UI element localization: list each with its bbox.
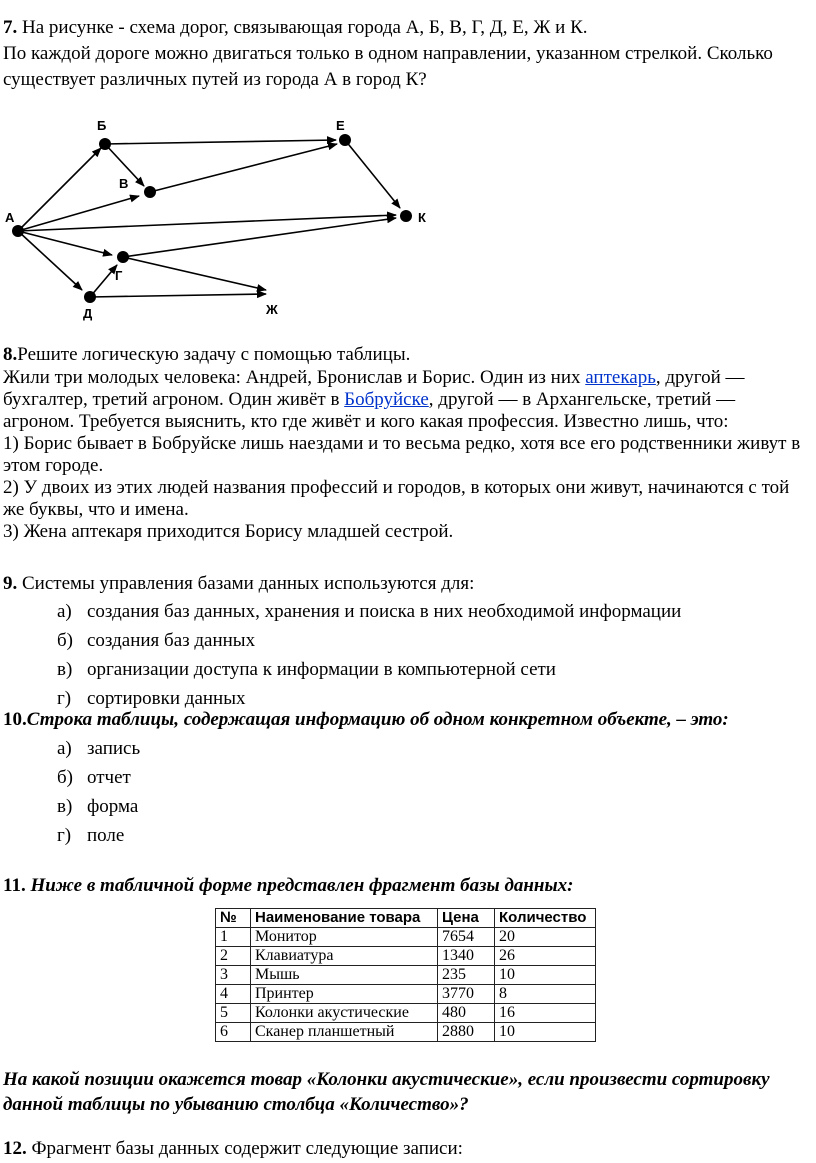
table-cell: 3770 [438,985,495,1004]
table-row [216,947,596,966]
edge-g-zh [123,257,266,290]
table-cell: 1 [216,928,251,947]
table-cell: Сканер планшетный [251,1023,438,1042]
q12-text: Фрагмент базы данных содержит следующие записи: [26,1138,463,1159]
q8-title-line [3,344,410,366]
q10-text-line [3,709,729,731]
edge-a-k [18,215,396,231]
table-cell: 20 [495,928,596,947]
q9-number: 9. [3,573,18,594]
q7-number: 7. [3,17,18,38]
q8-line7: же буквы, что и имена. [3,499,189,520]
edge-b-e [105,140,336,144]
q10-option-letter: а) [57,738,72,759]
label-e: Е [336,118,345,133]
table-cell: 480 [438,1004,495,1023]
q8-l2b: , другой — в Архангельске, третий — [428,389,736,410]
table-cell: 7654 [438,928,495,947]
q10-number: 10. [3,709,27,730]
table-cell: 235 [438,966,495,985]
node-b [99,138,111,150]
edge-e-k [345,140,400,208]
table-row [216,966,596,985]
table-cell: Принтер [251,985,438,1004]
q9-option-text: организации доступа к информации в компьютерной сети [87,659,556,680]
table-cell: Клавиатура [251,947,438,966]
q9-option-b [57,630,255,652]
table-cell: 4 [216,985,251,1004]
q12-text-line [3,1138,463,1160]
table-header: Количество [495,909,596,928]
node-a [12,225,24,237]
q8-line5: этом городе. [3,455,104,476]
q8-line1 [3,367,745,389]
table-row [216,1023,596,1042]
label-a: А [5,210,15,225]
q8-title: Решите логическую задачу с помощью таблицы. [17,344,411,365]
table-header: Наименование товара [251,909,438,928]
label-k: К [418,210,426,225]
q8-line3: агроном. Требуется выяснить, кто где живёт и кого какая профессия. Известно лишь, что: [3,411,729,432]
q7-text-line3: существует различных путей из города А в город К? [3,69,427,90]
q8-line2 [3,389,735,411]
q10-option-v [57,796,138,818]
q9-option-v [57,659,556,681]
q10-option-letter: в) [57,796,73,817]
database-table [215,908,596,1042]
table-cell: 5 [216,1004,251,1023]
edge-g-k [123,218,396,257]
label-g: Г [115,268,123,283]
link-bobruisk[interactable]: Бобруйске [344,389,429,410]
table-cell: Колонки акустические [251,1004,438,1023]
edge-d-zh [90,294,266,297]
node-k [400,210,412,222]
table-cell: 1340 [438,947,495,966]
q12-number: 12. [3,1138,27,1159]
table-header: № [216,909,251,928]
q9-option-letter: г) [57,688,72,709]
table-cell: 6 [216,1023,251,1042]
q10-option-g [57,825,124,847]
label-zh: Ж [266,302,278,317]
q9-option-text: создания баз данных, хранения и поиска в них необходимой информации [87,601,682,622]
q8-line6: 2) У двоих из этих людей названия профессий и городов, в которых они живут, начинаются с той [3,477,790,498]
q9-text-line [3,573,474,595]
q8-line8: 3) Жена аптекаря приходится Борису младшей сестрой. [3,521,454,542]
node-v [144,186,156,198]
q11-text-line [3,875,574,897]
edge-v-e [150,144,337,192]
q8-l2a: бухгалтер, третий агроном. Один живёт в [3,389,345,410]
q10-option-letter: б) [57,767,73,788]
q8-l1b: , другой — [655,367,745,388]
q10-option-text: отчет [87,767,131,788]
node-e [339,134,351,146]
q7-text-line2: По каждой дороге можно двигаться только в одном направлении, указанном стрелкой. Сколько [3,43,773,64]
table-cell: 2880 [438,1023,495,1042]
q7-intro: На рисунке - схема дорог, связывающая города А, Б, В, Г, Д, Е, Ж и К. [17,17,588,38]
label-b: Б [97,118,107,133]
road-diagram [0,100,440,330]
table-row [216,1004,596,1023]
node-d [84,291,96,303]
q9-text: Системы управления базами данных используются для: [17,573,475,594]
q10-option-letter: г) [57,825,72,846]
link-aptekar[interactable]: аптекарь [585,367,656,388]
table-cell: 8 [495,985,596,1004]
q9-option-text: создания баз данных [87,630,256,651]
q9-option-text: сортировки данных [87,688,246,709]
q8-l1a: Жили три молодых человека: Андрей, Бронислав и Борис. Один из них [3,367,586,388]
edge-d-g [90,265,117,297]
q11-number: 11. [3,875,26,896]
q11-text: Ниже в табличной форме представлен фрагмент базы данных: [25,875,574,896]
table-header: Цена [438,909,495,928]
node-g [117,251,129,263]
table-cell: Мышь [251,966,438,985]
q11-question-line2: данной таблицы по убыванию столбца «Количество»? [3,1094,469,1115]
q11-question-line1: На какой позиции окажется товар «Колонки акустические», если произвести сортировку [3,1069,770,1090]
q9-option-a [57,601,681,623]
table-cell: Монитор [251,928,438,947]
q9-option-letter: а) [57,601,72,622]
table-cell: 16 [495,1004,596,1023]
q10-option-text: поле [87,825,125,846]
q10-option-text: форма [87,796,139,817]
q10-text: Строка таблицы, содержащая информацию об одном конкретном объекте, – это: [26,709,729,730]
table-row [216,985,596,1004]
q10-option-b [57,767,131,789]
table-cell: 3 [216,966,251,985]
table-cell: 10 [495,1023,596,1042]
q7-text-line1 [3,17,588,39]
q9-option-letter: б) [57,630,73,651]
q8-line4: 1) Борис бывает в Бобруйске лишь наездами и то весьма редко, хотя все его родственники живут в [3,433,801,454]
q10-option-text: запись [87,738,141,759]
q8-number: 8. [3,344,18,365]
label-d: Д [83,306,93,321]
q9-option-letter: в) [57,659,73,680]
table-cell: 26 [495,947,596,966]
table-header-row [216,909,596,928]
q10-option-a [57,738,140,760]
table-cell: 2 [216,947,251,966]
table-cell: 10 [495,966,596,985]
label-v: В [119,176,129,191]
q9-option-g [57,688,245,710]
table-row [216,928,596,947]
